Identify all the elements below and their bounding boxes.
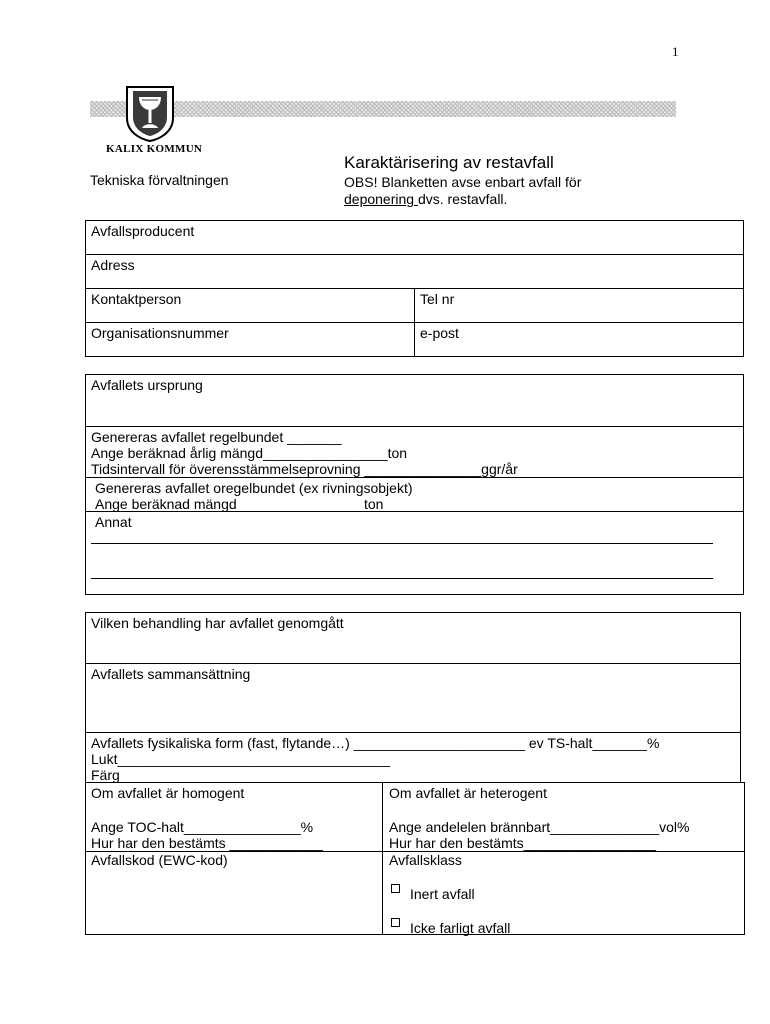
notice-underlined-word: deponering (344, 191, 418, 207)
test-interval-field[interactable]: Tidsintervall för överensstämmelseprovning _______________ggr/år (91, 461, 518, 477)
divider (85, 254, 744, 255)
org-number-field[interactable]: Organisationsnummer (91, 325, 229, 341)
ton-unit-label: ton (364, 496, 384, 512)
page-number: 1 (672, 44, 679, 59)
other-line-1[interactable] (91, 543, 713, 544)
toc-content-field[interactable]: Ange TOC-halt_______________% (91, 819, 314, 835)
notice-line-2 (344, 191, 507, 207)
producer-field[interactable]: Avfallsproducent (91, 223, 195, 239)
divider (382, 782, 383, 935)
divider (414, 288, 415, 357)
combustible-share-field[interactable]: Ange andelelen brännbart______________vol% (389, 819, 690, 835)
waste-class-label: Avfallsklass (389, 852, 462, 868)
physical-form-field[interactable]: Avfallets fysikaliska form (fast, flytande…) ______________________ ev TS-halt_______% (91, 735, 660, 751)
homogeneous-label: Om avfallet är homogent (91, 785, 245, 801)
ewc-code-field[interactable]: Avfallskod (EWC-kod) (91, 852, 228, 868)
other-line-2[interactable] (91, 578, 713, 579)
irregular-generation-label: Genereras avfallet oregelbundet (ex rivningsobjekt) (95, 480, 413, 496)
divider (85, 426, 744, 427)
annual-amount-field[interactable]: Ange beräknad årlig mängd________________ton (91, 445, 408, 461)
composition-field[interactable]: Avfallets sammansättning (91, 666, 251, 682)
form-title: Karaktärisering av restavfall (344, 153, 554, 172)
contact-person-field[interactable]: Kontaktperson (91, 291, 182, 307)
divider (85, 477, 744, 478)
divider (85, 663, 741, 664)
kalix-coat-of-arms-logo (124, 84, 176, 142)
municipality-name: KALIX KOMMUN (106, 143, 203, 155)
phone-field[interactable]: Tel nr (420, 291, 455, 307)
inert-waste-label: Inert avfall (410, 886, 475, 902)
header-band (90, 101, 676, 117)
notice-line-1: OBS! Blanketten avse enbart avfall för (344, 174, 582, 190)
heterogeneous-label: Om avfallet är heterogent (389, 785, 547, 801)
non-hazardous-waste-checkbox[interactable] (391, 918, 400, 927)
smell-field[interactable]: Lukt___________________________________ (91, 751, 390, 767)
email-field[interactable]: e-post (420, 325, 459, 341)
color-field[interactable]: Färg ___________________________________ (91, 767, 397, 783)
notice-rest: dvs. restavfall. (417, 191, 508, 207)
treatment-field[interactable]: Vilken behandling har avfallet genomgått (91, 615, 344, 631)
divider (85, 732, 741, 733)
determination-method-right-field[interactable]: Hur har den bestämts_________________ (389, 835, 656, 851)
non-hazardous-waste-label: Icke farligt avfall (410, 920, 511, 936)
address-field[interactable]: Adress (91, 257, 135, 273)
estimated-amount-field[interactable]: Ange beräknad mängd (95, 496, 237, 512)
other-field[interactable]: Annat (95, 514, 132, 530)
department-name: Tekniska förvaltningen (90, 172, 229, 188)
regular-generation-field[interactable]: Genereras avfallet regelbundet _______ (91, 429, 342, 445)
determination-method-left-field[interactable]: Hur har den bestämts ____________ (91, 835, 323, 851)
inert-waste-checkbox[interactable] (391, 884, 400, 893)
origin-field[interactable]: Avfallets ursprung (91, 377, 203, 393)
